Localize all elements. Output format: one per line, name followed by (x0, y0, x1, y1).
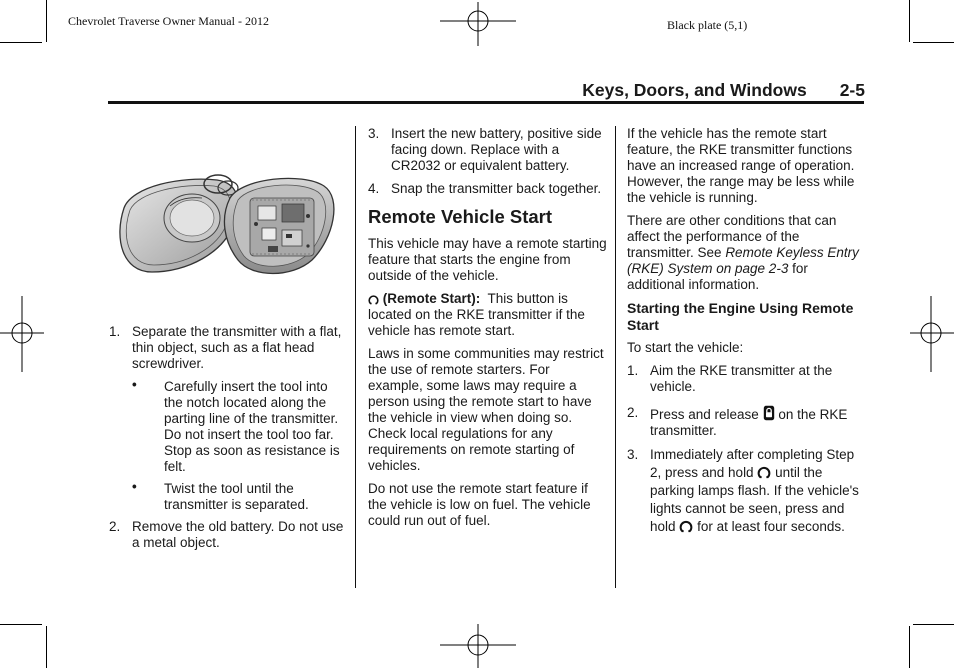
crop-mark (46, 0, 47, 42)
crop-mark (913, 42, 954, 43)
paragraph: This vehicle may have a remote starting feature that starts the engine from outside of the vehicle. (368, 236, 607, 283)
subheading: Starting the Engine Using Remote Start (627, 300, 854, 333)
list-item (109, 519, 345, 551)
paragraph (627, 213, 865, 293)
step-4-text: Snap the transmitter back together. (391, 181, 602, 196)
step-3-text-d: for at least four seconds. (697, 519, 845, 534)
crop-mark (46, 626, 47, 668)
key-fob-illustration-icon (112, 168, 342, 280)
paragraph: To start the vehicle: (627, 340, 744, 355)
bullet-1-text: Carefully insert the tool into the notch located along the parting line of the transmitter. Do not insert the tool too far. Stop as soon as resistance is felt. (164, 379, 340, 474)
crosshair-registration-mark-icon (0, 296, 44, 372)
step-1-text: Aim the RKE transmitter at the vehicle. (650, 363, 833, 394)
step-3-text-b: until the parking lamps flash. If the vehicle's lights cannot be seen, (650, 465, 859, 516)
list-item (109, 324, 345, 372)
list-item (368, 126, 608, 174)
crop-mark (913, 624, 954, 625)
column-1 (109, 324, 345, 558)
cross-reference-link[interactable]: Remote Keyless Entry (RKE) System on page 2-3 (627, 245, 859, 276)
crosshair-registration-mark-icon (440, 2, 516, 46)
column-2 (368, 126, 608, 536)
step-number: 3. (627, 447, 639, 462)
column-3 (627, 126, 865, 543)
list-item (627, 446, 865, 536)
step-3-text: Insert the new battery, positive side facing down. Replace with a CR2032 or equivalent battery. (391, 126, 602, 173)
page-number: 2-5 (839, 80, 865, 100)
bullet-marker: • (132, 479, 137, 494)
list-item (627, 363, 865, 395)
crosshair-registration-mark-icon (910, 296, 954, 372)
paragraph: Do not use the remote start feature if the vehicle is low on fuel. The vehicle could run out of fuel. (368, 481, 591, 528)
crosshair-registration-mark-icon (440, 624, 516, 668)
step-number: 4. (368, 181, 380, 196)
paragraph: If the vehicle has the remote start feature, the RKE transmitter functions have an increased range of operation. However, the range may be less while the vehicle is running. (627, 126, 855, 205)
remote-start-icon (679, 518, 693, 533)
step-number: 1. (627, 363, 639, 378)
column-divider (615, 126, 616, 588)
lock-icon (763, 405, 775, 421)
section-heading: Remote Vehicle Start (368, 206, 553, 227)
step-number: 2. (627, 405, 639, 420)
step-3-text-c: press and hold (650, 501, 845, 534)
list-item (368, 181, 608, 197)
bullet-item (109, 379, 345, 475)
step-2-text-b: on the RKE transmitter. (650, 407, 848, 438)
plate-label: Black plate (5,1) (667, 18, 748, 32)
header-rule (108, 101, 864, 104)
step-3-text-a: Immediately after completing Step 2, press and hold (650, 447, 855, 480)
remote-start-icon (757, 464, 771, 479)
remote-start-text: This button is located on the RKE transmitter if the vehicle has remote start. (368, 291, 585, 338)
bullet-item (109, 481, 345, 513)
step-number: 2. (109, 519, 121, 534)
bullet-marker: • (132, 377, 137, 392)
step-number: 3. (368, 126, 380, 141)
crop-mark (0, 42, 42, 43)
column-divider (355, 126, 356, 588)
crop-mark (0, 624, 42, 625)
paragraph-text: There are other conditions that can affect the performance of the transmitter. See (627, 213, 837, 260)
step-1-text: Separate the transmitter with a flat, thin object, such as a flat head screwdriver. (132, 324, 342, 371)
document-title: Chevrolet Traverse Owner Manual - 2012 (68, 14, 269, 28)
paragraph-text: for additional information. (627, 261, 808, 292)
paragraph: Laws in some communities may restrict the use of remote starters. For example, some laws may require a person using the remote start to have the vehicle in view when doing so. Check local regulations for any requirements on remote starting of vehicles. (368, 346, 604, 473)
step-2-text: Remove the old battery. Do not use a metal object. (132, 519, 344, 550)
list-item (627, 405, 865, 439)
step-2-text-a: Press and release (650, 407, 759, 422)
step-number: 1. (109, 324, 121, 339)
paragraph (368, 291, 608, 339)
remote-start-label: (Remote Start): (382, 291, 481, 306)
crop-mark (909, 626, 910, 668)
bullet-2-text: Twist the tool until the transmitter is separated. (164, 481, 309, 512)
crop-mark (909, 0, 910, 42)
section-title: Keys, Doors, and Windows (582, 80, 807, 100)
running-header (582, 80, 865, 101)
remote-start-icon (368, 293, 379, 305)
